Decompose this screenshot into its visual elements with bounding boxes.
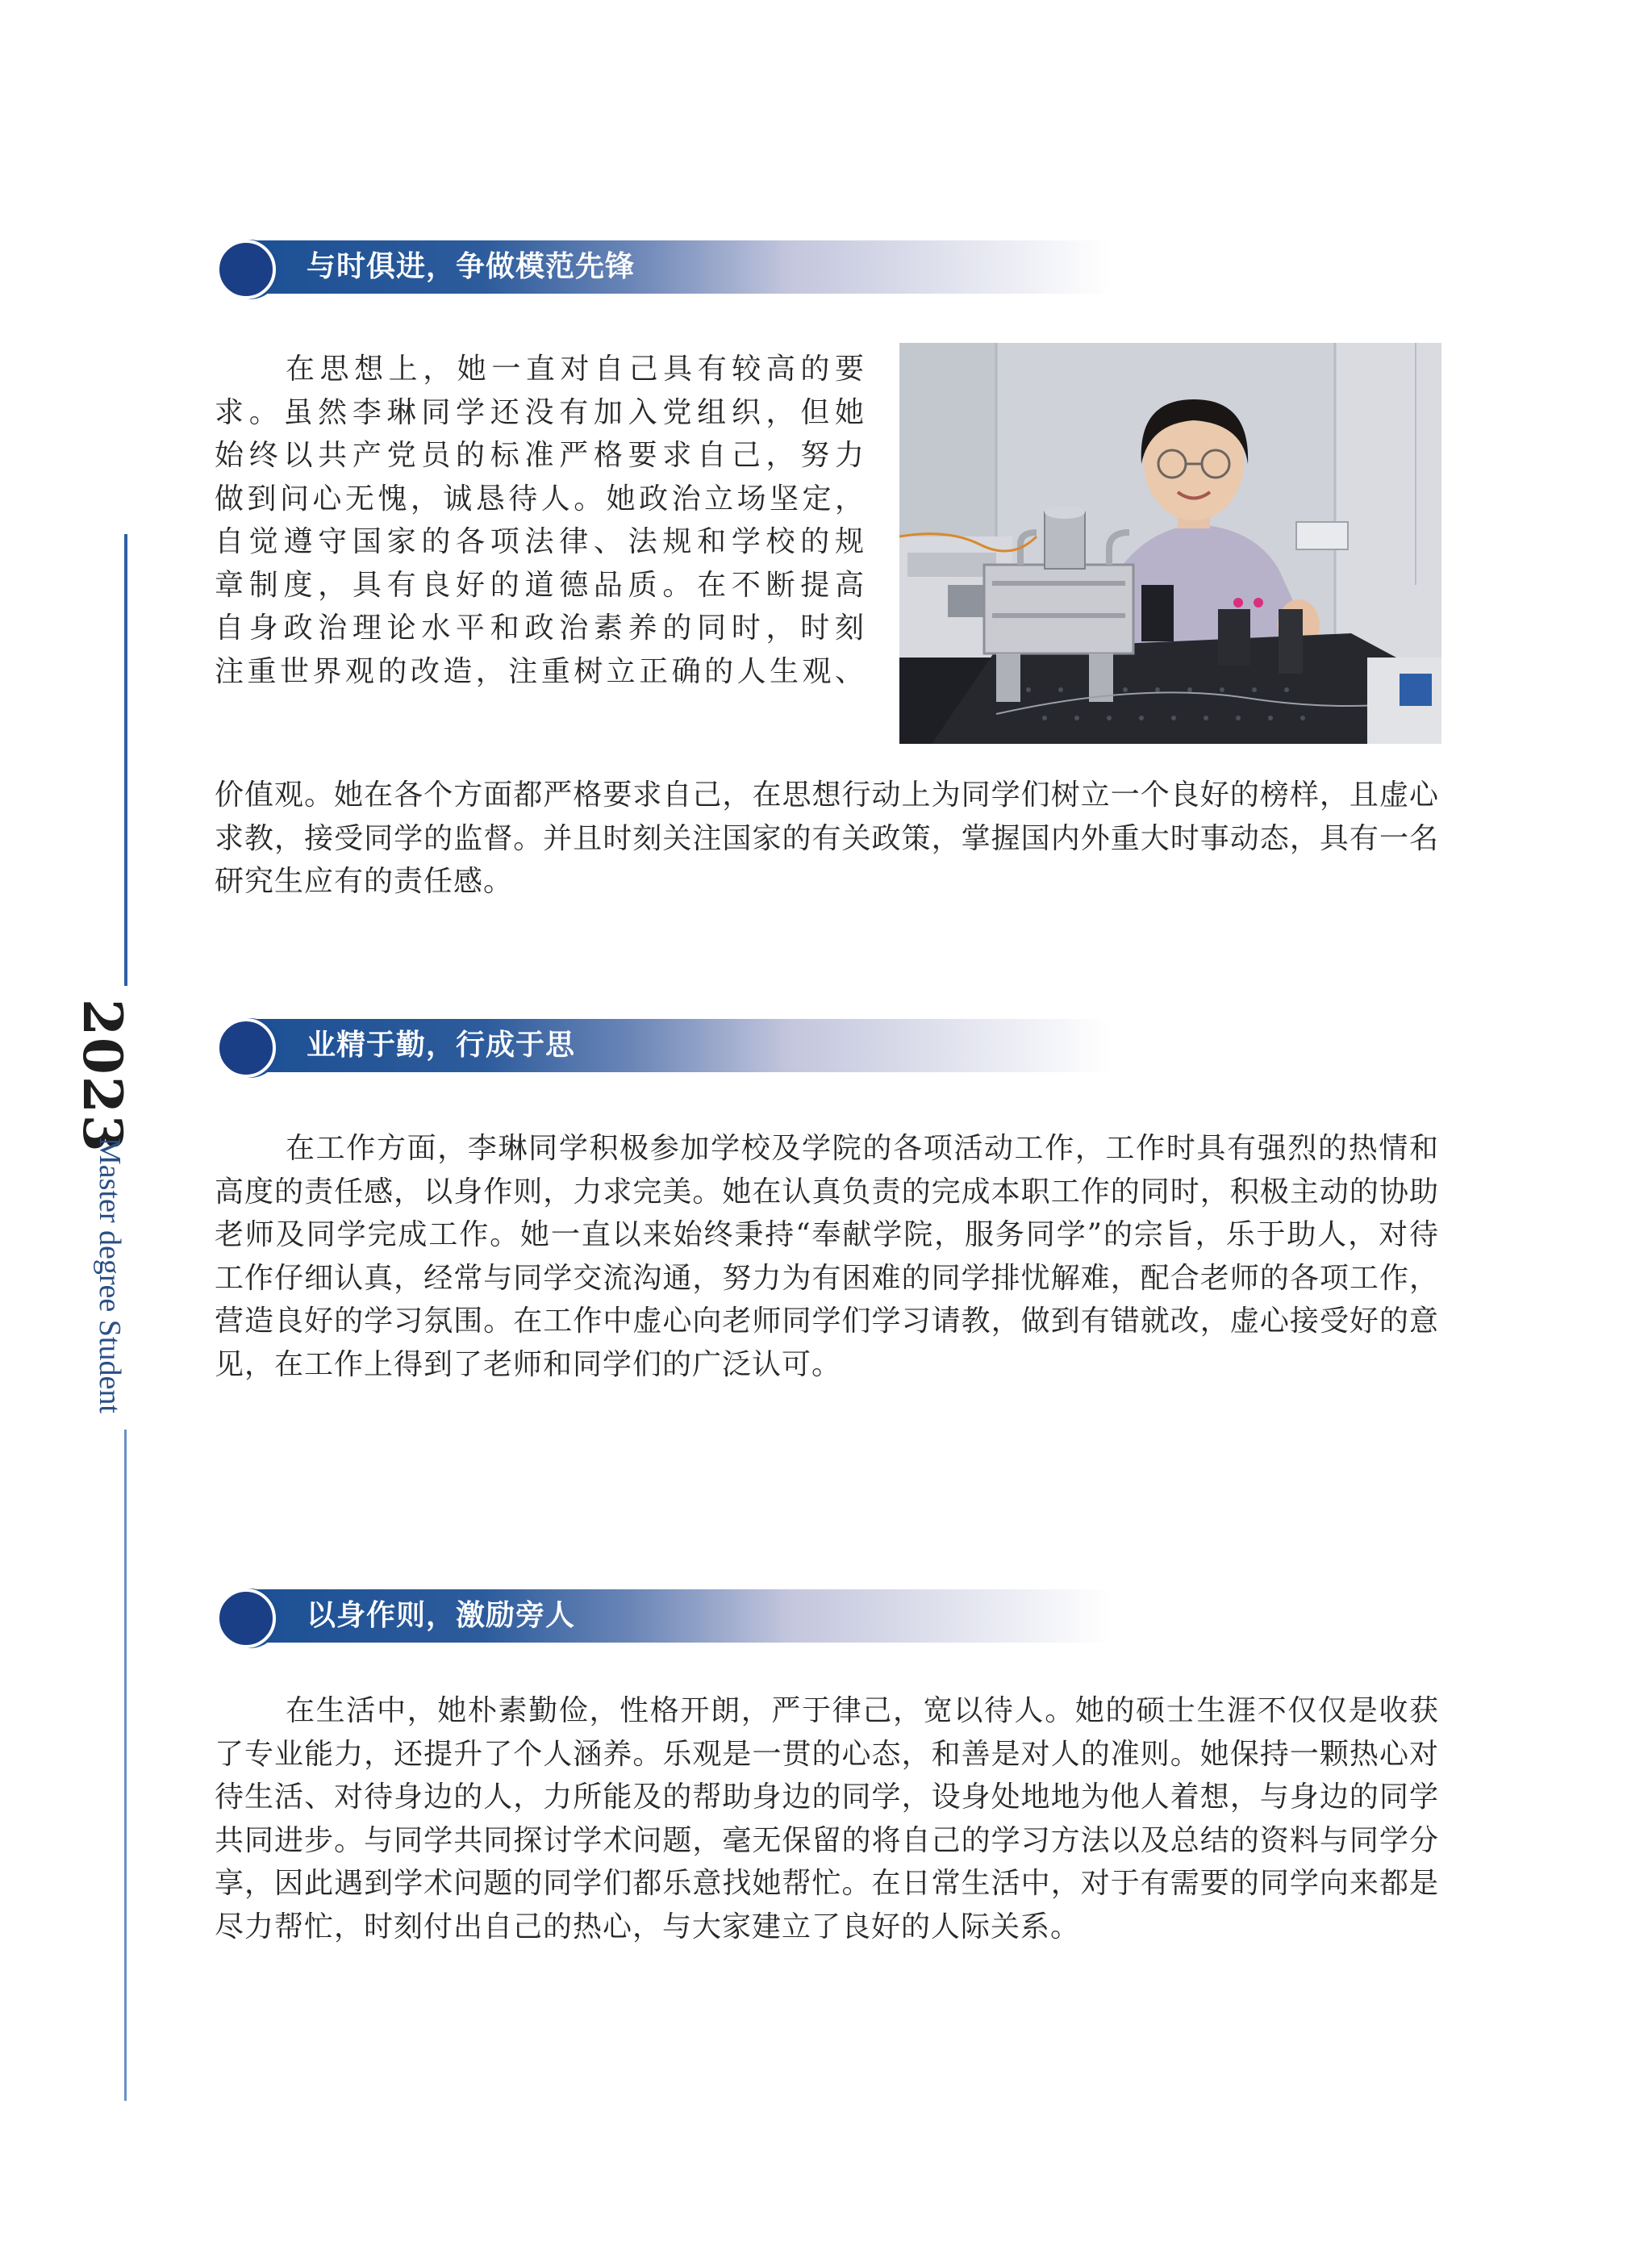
lab-photo xyxy=(899,343,1441,744)
text-line: 做到问心无愧，诚恳待人。她政治立场坚定， xyxy=(215,482,865,516)
rail-line-top xyxy=(124,534,127,986)
rail-line-bottom xyxy=(124,1430,127,2101)
section-title: 以身作则，激励旁人 xyxy=(307,1599,576,1632)
text-line: 章制度，具有良好的道德品质。在不断提高 xyxy=(215,568,865,602)
text-line: 在思想上，她一直对自己具有较高的要 xyxy=(286,353,865,386)
text-line: 自身政治理论水平和政治素养的同时，时刻 xyxy=(215,612,865,645)
section-bullet-icon xyxy=(216,240,276,299)
section-title: 与时俱进，争做模范先锋 xyxy=(307,250,636,283)
text-line: 注重世界观的改造，注重树立正确的人生观、 xyxy=(215,654,865,688)
section-header-1 xyxy=(216,240,1112,294)
section-bullet-icon xyxy=(216,1018,276,1078)
paragraph-continuation: 价值观。她在各个方面都严格要求自己，在思想行动上为同学们树立一个良好的榜样，且虚心求教，接受同学的监督。并且时刻关注国家的有关政策，掌握国内外重大时事动态，具有一名研究生应有的责任感。 xyxy=(215,779,1439,898)
paragraph-body: 在生活中，她朴素勤俭，性格开朗，严于律己，宽以待人。她的硕士生涯不仅仅是收获了专业能力，还提升了个人涵养。乐观是一贯的心态，和善是对人的准则。她保持一颗热心对待生活、对待身边的人，力所能及的帮助身边的同学，设身处地地为他人着想，与身边的同学共同进步。与同学共同探讨学术问题，毫无保留的将自己的学习方法以及总结的资料与同学分享，因此遇到学术问题的同学们都乐意找她帮忙。在日常生活中，对于有需要的同学向来都是尽力帮忙，时刻付出自己的热心，与大家建立了良好的人际关系。 xyxy=(215,1694,1439,1943)
rail-label: Master degree Student xyxy=(93,1138,127,1413)
text-line: 求。虽然李琳同学还没有加入党组织，但她 xyxy=(215,395,865,429)
section-bullet-icon xyxy=(216,1589,276,1648)
section-title: 业精于勤，行成于思 xyxy=(307,1029,576,1062)
paragraph-body: 在工作方面，李琳同学积极参加学校及学院的各项活动工作，工作时具有强烈的热情和高度的责任感，以身作则，力求完美。她在认真负责的完成本职工作的同时，积极主动的协助老师及同学完成工作。她一直以来始终秉持“奉献学院，服务同学”的宗旨，乐于助人，对待工作仔细认真，经常与同学交流沟通，努力为有困难的同学排忧解难，配合老师的各项工作，营造良好的学习氛围。在工作中虚心向老师同学们学习请教，做到有错就改，虚心接受好的意见，在工作上得到了老师和同学们的广泛认可。 xyxy=(215,1132,1439,1381)
section-header-3 xyxy=(216,1589,1112,1643)
section-header-2 xyxy=(216,1019,1112,1072)
text-line: 始终以共产党员的标准严格要求自己，努力 xyxy=(215,439,865,472)
text-line: 自觉遵守国家的各项法律、法规和学校的规 xyxy=(215,525,865,558)
rail-year: 2023 xyxy=(71,999,134,1154)
